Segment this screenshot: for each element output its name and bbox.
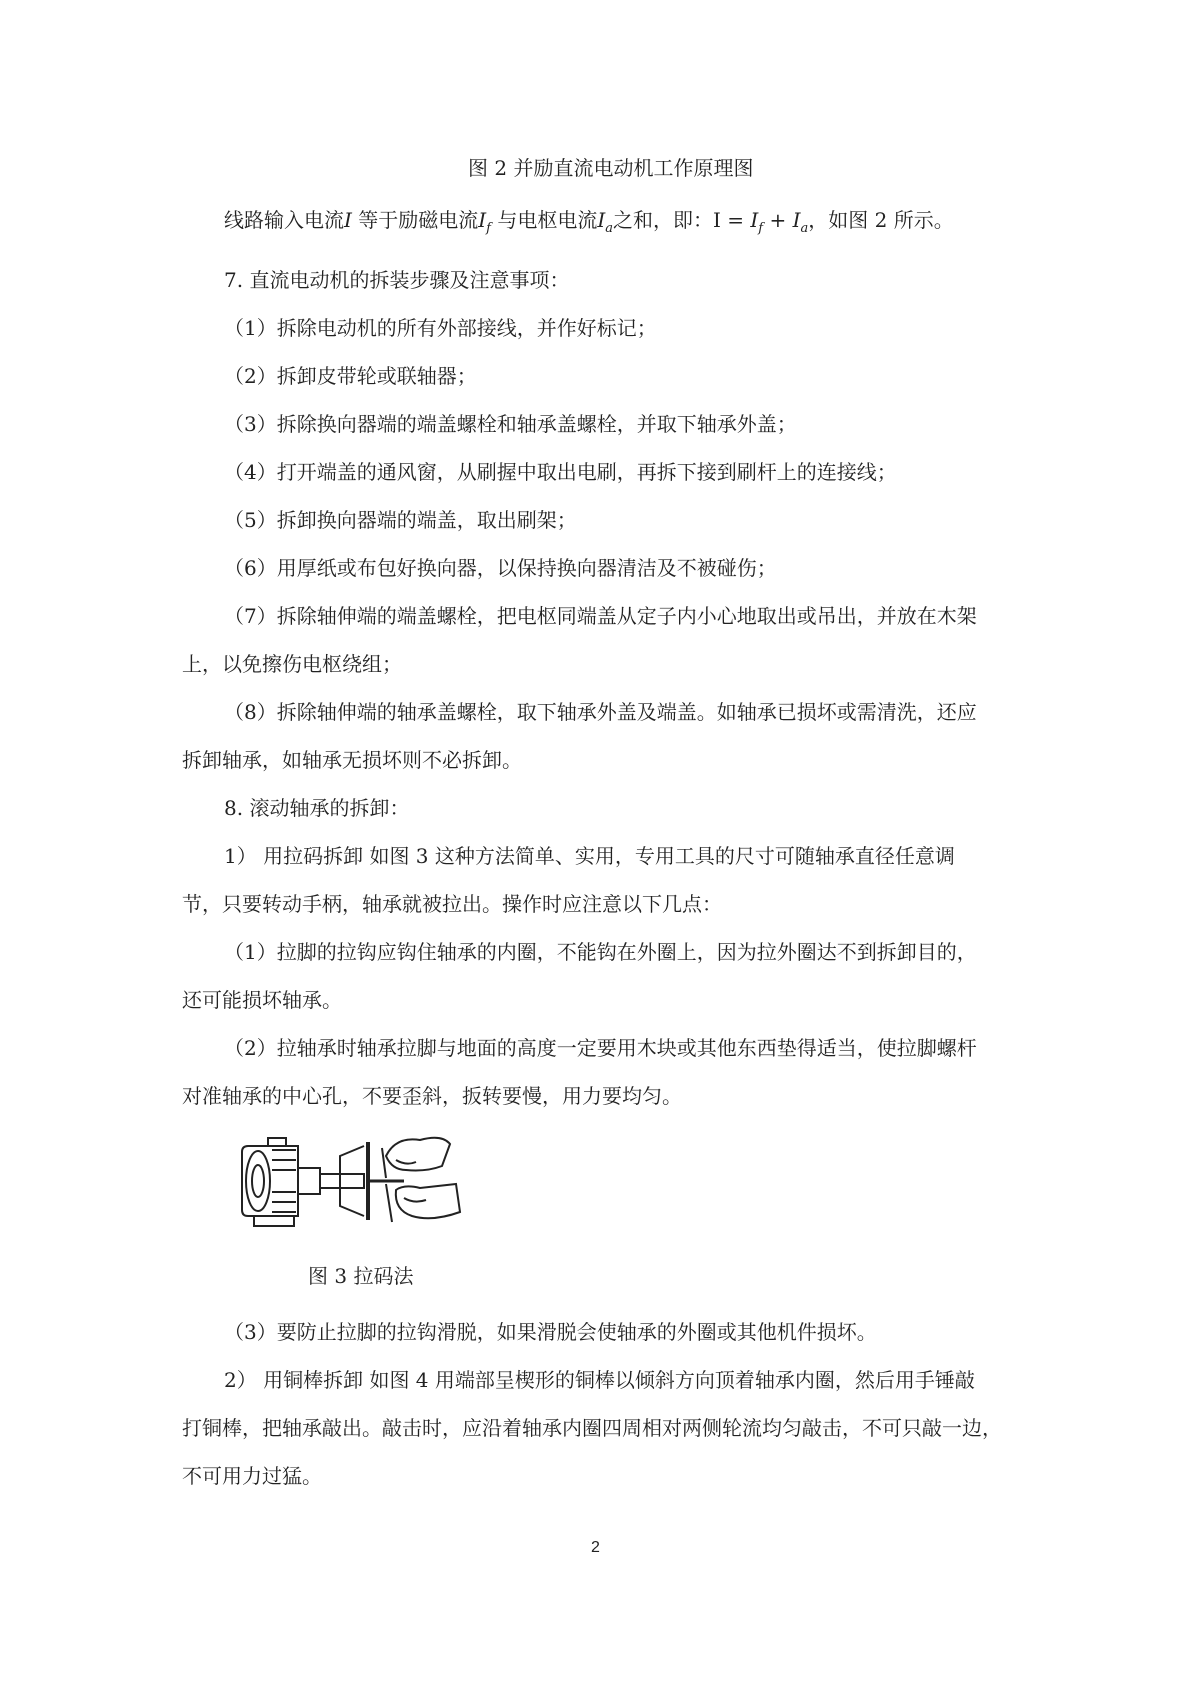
formula-text-c: 与电枢电流 [490,208,598,232]
page-number: 2 [591,1539,600,1556]
after-figure-line: 不可用力过猛。 [182,1464,322,1488]
figure3-puller-illustration [236,1126,464,1234]
section8-heading: 8. 滚动轴承的拆卸： [224,796,410,820]
section7-line: （4）打开端盖的通风窗，从刷握中取出电刷，再拆下接到刷杆上的连接线； [224,460,897,484]
section7-line: （7）拆除轴伸端的端盖螺栓，把电枢同端盖从定子内小心地取出或吊出，并放在木架 [224,604,977,628]
math-If: $I_f$ [478,208,491,236]
section7-line: （1）拆除电动机的所有外部接线，并作好标记； [224,316,657,340]
section8-line: 还可能损坏轴承。 [182,988,342,1012]
section8-line: 节，只要转动手柄，轴承就被拉出。操作时应注意以下几点： [182,892,722,916]
figure2-caption: 图 2 并励直流电动机工作原理图 [468,156,754,180]
section8-line: （2）拉轴承时轴承拉脚与地面的高度一定要用木块或其他东西垫得适当，使拉脚螺杆 [224,1036,977,1060]
math-I: I [344,208,352,232]
section7-line: （5）拆卸换向器端的端盖，取出刷架； [224,508,577,532]
formula-text-d: 之和，即： [613,208,714,232]
section8-line: （1）拉脚的拉钩应钩住轴承的内圈，不能钩在外圈上，因为拉外圈达不到拆卸目的， [224,940,977,964]
after-figure-line: （3）要防止拉脚的拉钩滑脱，如果滑脱会使轴承的外圈或其他机件损坏。 [224,1320,877,1344]
section7-line: （6）用厚纸或布包好换向器，以保持换向器清洁及不被碰伤； [224,556,777,580]
section7-line: 拆卸轴承，如轴承无损坏则不必拆卸。 [182,748,522,772]
math-Ia: $I_a$ [597,208,614,236]
formula-text-e: ，如图 2 所示。 [808,208,954,232]
section7-line: （8）拆除轴伸端的轴承盖螺栓，取下轴承外盖及端盖。如轴承已损坏或需清洗，还应 [224,700,977,724]
formula-paragraph [224,206,954,243]
section7-heading: 7. 直流电动机的拆装步骤及注意事项： [224,268,570,292]
after-figure-line: 打铜棒，把轴承敲出。敲击时，应沿着轴承内圈四周相对两侧轮流均匀敲击，不可只敲一边， [182,1416,1002,1440]
section8-line: 对准轴承的中心孔，不要歪斜，扳转要慢，用力要均匀。 [182,1084,682,1108]
section7-line: 上，以免擦伤电枢绕组； [182,652,402,676]
formula-eq: $I = I_f + I_a$ [713,208,809,236]
formula-text-a: 线路输入电流 [224,208,344,232]
figure3-caption: 图 3 拉码法 [308,1264,414,1288]
after-figure-line: 2） 用铜棒拆卸 如图 4 用端部呈楔形的铜棒以倾斜方向顶着轴承内圈，然后用手锤敲 [224,1368,975,1392]
section7-line: （3）拆除换向器端的端盖螺栓和轴承盖螺栓，并取下轴承外盖； [224,412,797,436]
formula-text-b: 等于励磁电流 [351,208,479,232]
section8-line: 1） 用拉码拆卸 如图 3 这种方法简单、实用，专用工具的尺寸可随轴承直径任意调 [224,844,955,868]
section7-line: （2）拆卸皮带轮或联轴器； [224,364,477,388]
